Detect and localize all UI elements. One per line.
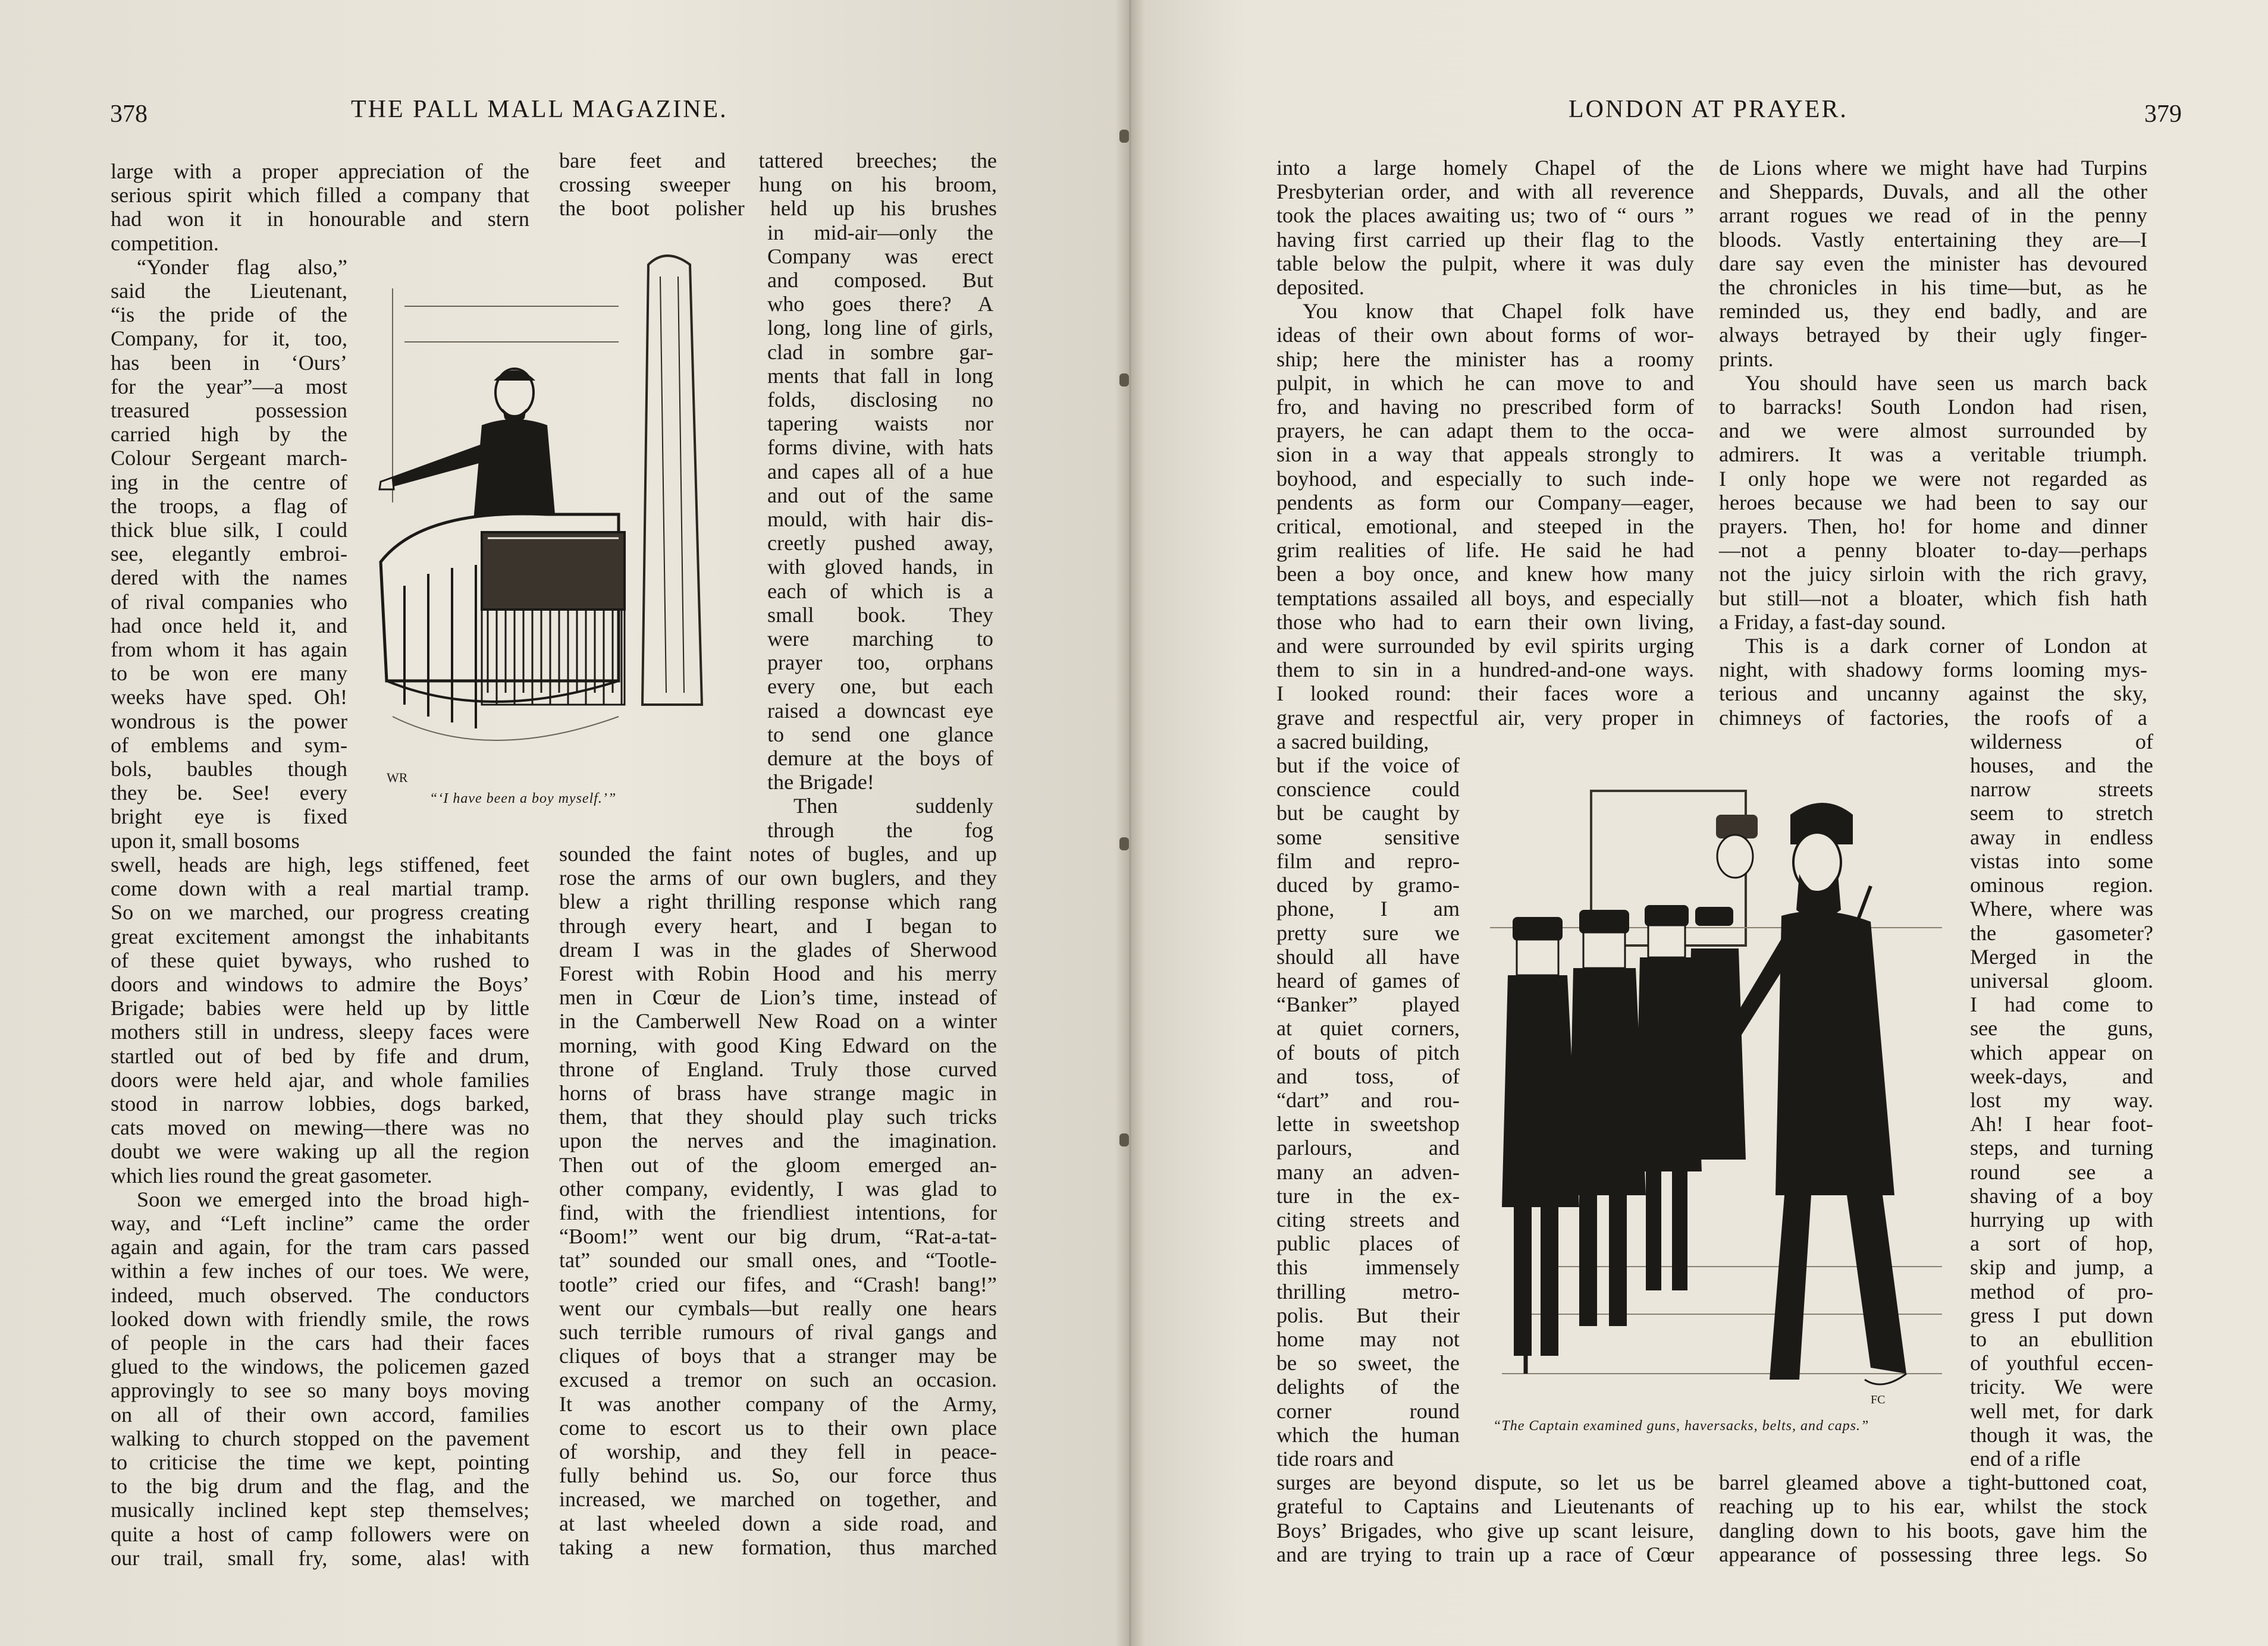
text-line: blew a right thrilling response which rang <box>559 890 997 914</box>
text-line: sounded the faint notes of bugles, and up <box>559 841 997 866</box>
text-line: weeks have sped. Oh! <box>111 685 347 709</box>
text-line: them, that they should play such tricks <box>559 1105 997 1129</box>
text-line: thick blue silk, I could <box>111 518 347 542</box>
text-line: and are trying to train up a race of Cœur <box>1276 1542 1694 1566</box>
running-head-left: THE PALL MALL MAGAZINE. <box>351 96 728 123</box>
text-line: Company, for it, too, <box>111 326 347 351</box>
text-line: arrant rogues we read of in the penny <box>1719 203 2147 228</box>
text-line: dream I was in the glades of Sherwood <box>559 937 997 962</box>
text-line: “is the pride of the <box>111 303 347 327</box>
text-line: has been in ‘Ours’ <box>111 350 347 375</box>
text-line: well met, for dark <box>1970 1399 2153 1423</box>
text-line: musically inclined kept step themselves; <box>111 1498 529 1522</box>
text-line: to an ebullition <box>1970 1327 2153 1351</box>
text-line: public places of <box>1276 1232 1460 1256</box>
text-line: them to sin in a hundred-and-one ways. <box>1276 658 1694 682</box>
text-line: gress I put down <box>1970 1303 2153 1327</box>
text-line: upon the nerves and the imagination. <box>559 1129 997 1153</box>
text-line: of these quiet byways, who rushed to <box>111 948 529 972</box>
text-line: tricity. We were <box>1970 1375 2153 1399</box>
text-line: every one, but each <box>767 674 993 699</box>
text-line: forms divine, with hats <box>767 435 993 460</box>
text-line: to barracks! South London had risen, <box>1719 395 2147 419</box>
text-line: Soon we emerged into the broad high- <box>137 1187 529 1211</box>
text-line: large with a proper appreciation of the <box>111 159 529 183</box>
text-line: come down with a real martial tramp. <box>111 877 529 901</box>
text-line: small book. They <box>767 602 993 627</box>
text-line: wilderness of <box>1970 729 2153 753</box>
text-line: Ah! I hear foot- <box>1970 1112 2153 1136</box>
inspection-illustration-caption: “The Captain examined guns, haversacks, belts, and caps.” <box>1493 1418 1869 1434</box>
binding-stitch <box>1119 373 1129 387</box>
text-line: corner round <box>1276 1399 1460 1423</box>
text-line: at quiet corners, <box>1276 1016 1460 1041</box>
text-line: This is a dark corner of London at <box>1745 634 2147 658</box>
text-line: vistas into some <box>1970 849 2153 873</box>
text-line: parlours, and <box>1276 1136 1460 1160</box>
text-line: upon it, small bosoms <box>111 828 300 853</box>
text-line: houses, and the <box>1970 753 2153 778</box>
text-line: and Sheppards, Duvals, and all the other <box>1719 180 2147 204</box>
text-line: polis. But their <box>1276 1303 1460 1327</box>
text-line: You should have seen us march back <box>1745 370 2147 395</box>
text-line: appearance of possessing three legs. So <box>1719 1542 2147 1566</box>
text-line: reminded us, they end badly, and are <box>1719 299 2147 323</box>
text-line: You know that Chapel folk have <box>1303 299 1694 323</box>
text-line: night, with shadowy forms looming mys- <box>1719 658 2147 682</box>
text-line: and toss, of <box>1276 1064 1460 1088</box>
text-line: a sacred building, <box>1276 729 1429 753</box>
text-line: fro, and having no prescribed form of <box>1276 395 1694 419</box>
text-line: went our cymbals—but really one hears <box>559 1296 997 1320</box>
text-line: this immensely <box>1276 1255 1460 1280</box>
text-line: doors were held ajar, and whole families <box>111 1067 529 1092</box>
page-number-left: 378 <box>110 100 148 128</box>
text-line: they be. See! every <box>111 781 347 805</box>
illustration-monogram: WR <box>387 770 408 785</box>
text-line: lost my way. <box>1970 1088 2153 1112</box>
text-line: heard of games of <box>1276 968 1460 992</box>
text-line: of people in the cars had their faces <box>111 1330 529 1355</box>
text-line: away in endless <box>1970 825 2153 849</box>
text-line: prayer too, orphans <box>767 651 993 675</box>
text-line: delights of the <box>1276 1375 1460 1399</box>
text-line: dered with the names <box>111 566 347 590</box>
text-line: Boys’ Brigades, who give up scant leisure, <box>1276 1518 1694 1543</box>
text-line: bare feet and tattered breeches; the <box>559 149 997 172</box>
text-line: thrilling metro- <box>1276 1279 1460 1303</box>
text-line: long, long line of girls, <box>767 316 993 340</box>
text-line: other company, evidently, I was glad to <box>559 1176 997 1201</box>
text-line: in mid-air—only the <box>767 220 993 244</box>
text-line: prints. <box>1719 347 1774 371</box>
text-line: seem to stretch <box>1970 801 2153 825</box>
svg-text:FC: FC <box>1871 1393 1886 1406</box>
text-line: to criticise the time we kept, pointing <box>111 1450 529 1474</box>
text-line: I looked round: their faces wore a <box>1276 681 1694 706</box>
text-line: Colour Sergeant march- <box>111 446 347 470</box>
text-line: which appear on <box>1970 1040 2153 1064</box>
text-line: from whom it has again <box>111 637 347 662</box>
text-line: always betrayed by their ugly finger- <box>1719 323 2147 347</box>
text-line: ship; here the minister has a roomy <box>1276 347 1694 371</box>
text-line: cats moved on mewing—there was no <box>111 1116 529 1140</box>
binding-stitch <box>1119 1133 1129 1146</box>
text-line: which lies round the great gasometer. <box>111 1163 432 1188</box>
text-line: and out of the same <box>767 483 993 507</box>
text-line: increased, we marched on together, and <box>559 1487 997 1512</box>
text-line: on all of their own accord, families <box>111 1402 529 1427</box>
text-line: of rival companies who <box>111 589 347 614</box>
text-line: walking to church stopped on the pavement <box>111 1426 529 1450</box>
text-line: home may not <box>1276 1327 1460 1351</box>
text-line: the boot polisher held up his brushes <box>559 196 997 221</box>
text-line: having first carried up their flag to the <box>1276 227 1694 252</box>
text-line: be so sweet, the <box>1276 1351 1460 1375</box>
text-line: terious and uncanny against the sky, <box>1719 681 2147 706</box>
page-number-right: 379 <box>2144 100 2182 128</box>
text-line: lette in sweetshop <box>1276 1112 1460 1136</box>
text-line: great excitement amongst the inhabitants <box>111 924 529 948</box>
text-line: fully behind us. So, our force thus <box>559 1463 997 1488</box>
text-line: a sort of hop, <box>1970 1232 2153 1256</box>
text-line: tootle” cried our fifes, and “Crash! bang!” <box>559 1272 997 1296</box>
text-line: had once held it, and <box>111 613 347 637</box>
text-line: So on we marched, our progress creating <box>111 900 529 925</box>
text-line: critical, emotional, and steeped in the <box>1276 514 1694 539</box>
text-line: —not a penny bloater to-day—perhaps <box>1719 538 2147 563</box>
text-line: within a few inches of our toes. We were, <box>111 1259 529 1283</box>
text-line: excused a tremor on such an occasion. <box>559 1368 997 1392</box>
text-line: temptations assailed all boys, and especially <box>1276 586 1694 610</box>
text-line: in the Camberwell New Road on a winter <box>559 1009 997 1034</box>
text-line: shaving of a boy <box>1970 1183 2153 1208</box>
text-line: ing in the centre of <box>111 470 347 494</box>
text-line: a Friday, a fast-day sound. <box>1719 610 1946 634</box>
text-line: our trail, small fry, some, alas! with <box>111 1546 529 1570</box>
text-line: dare say even the minister has devoured <box>1719 251 2147 275</box>
text-line: ideas of their own about forms of wor- <box>1276 323 1694 347</box>
text-line: of bouts of pitch <box>1276 1040 1460 1064</box>
text-line: not the juicy sirloin with the rich gravy, <box>1719 562 2147 586</box>
text-line: ominous region. <box>1970 873 2153 897</box>
text-line: folds, disclosing no <box>767 388 993 412</box>
text-line: to the big drum and the flag, and the <box>111 1474 529 1499</box>
text-line: with gloved hands, in <box>767 555 993 579</box>
text-line: steps, and turning <box>1970 1136 2153 1160</box>
text-line: serious spirit which filled a company that <box>111 183 529 208</box>
text-line: I had come to <box>1970 992 2153 1017</box>
text-line: Forest with Robin Hood and his merry <box>559 961 997 985</box>
text-line: crossing sweeper hung on his broom, <box>559 172 997 197</box>
text-line: through every heart, and I began to <box>559 913 997 938</box>
text-line: mothers still in undress, sleepy faces were <box>111 1020 529 1044</box>
text-line: throne of England. Truly those curved <box>559 1057 997 1081</box>
text-line: come to escort us to their own place <box>559 1415 997 1440</box>
text-line: for the year”—a most <box>111 374 347 398</box>
text-line: reaching up to his ear, whilst the stock <box>1719 1494 2147 1519</box>
text-line: indeed, much observed. The conductors <box>111 1283 529 1307</box>
text-line: those who had to earn their own living, <box>1276 610 1694 634</box>
text-line: I only hope we were not regarded as <box>1719 466 2147 491</box>
text-line: to send one glance <box>767 722 993 746</box>
text-line: to be won ere many <box>111 661 347 686</box>
text-line: way, and “Left incline” came the order <box>111 1211 529 1235</box>
text-line: “Yonder flag also,” <box>137 255 347 279</box>
text-line: were marching to <box>767 627 993 651</box>
text-line: prayers, he can adapt them to the occa- <box>1276 419 1694 443</box>
text-line: conscience could <box>1276 777 1460 802</box>
text-line: phone, I am <box>1276 897 1460 921</box>
text-line: glued to the windows, the policemen gazed <box>111 1355 529 1379</box>
text-line: Company was erect <box>767 244 993 268</box>
right-page <box>1130 0 2268 1646</box>
text-line: raised a downcast eye <box>767 698 993 723</box>
text-line: startled out of bed by fife and drum, <box>111 1044 529 1068</box>
text-line: into a large homely Chapel of the <box>1276 156 1694 180</box>
text-line: of youthful eccen- <box>1970 1351 2153 1375</box>
text-line: wondrous is the power <box>111 709 347 733</box>
text-line: horns of brass have strange magic in <box>559 1080 997 1105</box>
text-line: quite a host of camp followers were on <box>111 1522 529 1546</box>
text-line: de Lions where we might have had Turpins <box>1719 156 2147 180</box>
text-line: such terrible rumours of rival gangs and <box>559 1320 997 1344</box>
text-line: the chronicles in his time—but, as he <box>1719 275 2147 300</box>
text-line: grave and respectful air, very proper in <box>1276 705 1694 730</box>
text-line: sion in a way that appeals strongly to <box>1276 442 1694 467</box>
text-line: swell, heads are high, legs stiffened, feet <box>111 852 529 877</box>
text-line: grateful to Captains and Lieutenants of <box>1276 1494 1694 1519</box>
left-page <box>0 0 1130 1646</box>
text-line: and we were almost surrounded by <box>1719 419 2147 443</box>
text-line: which the human <box>1276 1422 1460 1447</box>
text-line: carried high by the <box>111 422 347 447</box>
text-line: bright eye is fixed <box>111 805 347 829</box>
text-line: “Boom!” went our big drum, “Rat-a-tat- <box>559 1224 997 1249</box>
text-line: see, elegantly embroi- <box>111 542 347 566</box>
text-line: pretty sure we <box>1276 921 1460 945</box>
text-line: who goes there? A <box>767 292 993 316</box>
text-line: creetly pushed away, <box>767 531 993 555</box>
text-line: doors and windows to admire the Boys’ <box>111 972 529 996</box>
pulpit-illustration <box>369 253 767 800</box>
text-line: mould, with hair dis- <box>767 507 993 532</box>
text-line: but be caught by <box>1276 801 1460 825</box>
text-line: and were surrounded by evil spirits urging <box>1276 634 1694 658</box>
text-line: surges are beyond dispute, so let us be <box>1276 1471 1694 1495</box>
text-line: boyhood, and especially to such inde- <box>1276 466 1694 491</box>
text-line: had won it in honourable and stern <box>111 207 529 231</box>
text-line: Then suddenly <box>793 794 993 818</box>
text-line: hurrying up with <box>1970 1207 2153 1232</box>
text-line: each of which is a <box>767 579 993 603</box>
text-line: ture in the ex- <box>1276 1183 1460 1208</box>
text-line: end of a rifle <box>1970 1446 2081 1471</box>
text-line: the gasometer? <box>1970 921 2153 945</box>
text-line: the troops, a flag of <box>111 494 347 518</box>
text-line: heroes because we had been to say our <box>1719 490 2147 514</box>
text-line: doubt we were waking up all the region <box>111 1139 529 1164</box>
text-line: but still—not a bloater, which fish hath <box>1719 586 2147 610</box>
text-line: see the guns, <box>1970 1016 2153 1041</box>
text-line: been a boy once, and knew how many <box>1276 562 1694 586</box>
text-line: many an adven- <box>1276 1160 1460 1184</box>
text-line: stood in narrow lobbies, dogs barked, <box>111 1091 529 1116</box>
text-line: prayers. Then, ho! for home and dinner <box>1719 514 2147 539</box>
text-line: grim realities of life. He said he had <box>1276 538 1694 563</box>
text-line: looked down with friendly smile, the rows <box>111 1306 529 1331</box>
text-line: week-days, and <box>1970 1064 2153 1088</box>
text-line: bloods. Vastly entertaining they are—I <box>1719 227 2147 252</box>
text-line: competition. <box>111 231 219 255</box>
text-line: of worship, and they fell in peace- <box>559 1439 997 1463</box>
text-line: round see a <box>1970 1160 2153 1184</box>
text-line: Presbyterian order, and with all reverence <box>1276 180 1694 204</box>
text-line: duced by gramo- <box>1276 873 1460 897</box>
pulpit-illustration-caption: “‘I have been a boy myself.’” <box>429 791 617 806</box>
binding-stitch <box>1119 130 1129 143</box>
text-line: method of pro- <box>1970 1279 2153 1303</box>
text-line: ments that fall in long <box>767 363 993 388</box>
text-line: Merged in the <box>1970 944 2153 969</box>
text-line: taking a new formation, thus marched <box>559 1535 997 1559</box>
text-line: some sensitive <box>1276 825 1460 849</box>
boys-brigade-inspection-illustration <box>1490 779 1942 1415</box>
text-line: the Brigade! <box>767 770 874 794</box>
text-line: Then out of the gloom emerged an- <box>559 1152 997 1177</box>
text-line: but if the voice of <box>1276 753 1460 778</box>
book-gutter <box>1115 0 1145 1646</box>
text-line: narrow streets <box>1970 777 2153 802</box>
text-line: dangling down to his boots, gave him the <box>1719 1518 2147 1543</box>
text-line: “Banker” played <box>1276 992 1460 1017</box>
text-line: tat” sounded our small ones, and “Tootle- <box>559 1248 997 1273</box>
text-line: pulpit, in which he can move to and <box>1276 370 1694 395</box>
text-line: find, with the friendliest intentions, for <box>559 1200 997 1224</box>
text-line: film and repro- <box>1276 849 1460 873</box>
text-line: “dart” and rou- <box>1276 1088 1460 1112</box>
text-line: said the Lieutenant, <box>111 279 347 303</box>
text-line: men in Cœur de Lion’s time, instead of <box>559 985 997 1010</box>
text-line: table below the pulpit, where it was duly <box>1276 251 1694 275</box>
text-line: deposited. <box>1276 275 1364 300</box>
text-line: tapering waists nor <box>767 412 993 436</box>
text-line: clad in sombre gar- <box>767 340 993 364</box>
text-line: citing streets and <box>1276 1207 1460 1232</box>
text-line: of emblems and sym- <box>111 733 347 757</box>
text-line: chimneys of factories, the roofs of a <box>1719 705 2147 730</box>
text-line: at last wheeled down a side road, and <box>559 1511 997 1535</box>
text-line: bols, baubles though <box>111 757 347 781</box>
text-line: pendents as form our Company—eager, <box>1276 490 1694 514</box>
text-line: tide roars and <box>1276 1446 1394 1471</box>
binding-stitch <box>1119 837 1129 850</box>
text-line: cliques of boys that a stranger may be <box>559 1344 997 1368</box>
text-line: morning, with good King Edward on the <box>559 1033 997 1057</box>
text-line: Where, where was <box>1970 897 2153 921</box>
text-line: skip and jump, a <box>1970 1255 2153 1280</box>
text-line: treasured possession <box>111 398 347 423</box>
text-line: admirers. It was a veritable triumph. <box>1719 442 2147 467</box>
text-line: should all have <box>1276 944 1460 969</box>
text-line: Brigade; babies were held up by little <box>111 996 529 1020</box>
running-head-right: LONDON AT PRAYER. <box>1569 96 1848 123</box>
text-line: again and again, for the tram cars passed <box>111 1235 529 1259</box>
text-line: universal gloom. <box>1970 968 2153 992</box>
text-line: through the fog <box>767 818 993 842</box>
text-line: and capes all of a hue <box>767 459 993 483</box>
text-line: though it was, the <box>1970 1422 2153 1447</box>
text-line: rose the arms of our own buglers, and they <box>559 866 997 890</box>
text-line: It was another company of the Army, <box>559 1391 997 1416</box>
text-line: barrel gleamed above a tight-buttoned coat, <box>1719 1471 2147 1495</box>
text-line: took the places awaiting us; two of “ ours ” <box>1276 203 1694 228</box>
text-line: demure at the boys of <box>767 746 993 771</box>
text-line: and composed. But <box>767 268 993 293</box>
text-line: approvingly to see so many boys moving <box>111 1378 529 1403</box>
